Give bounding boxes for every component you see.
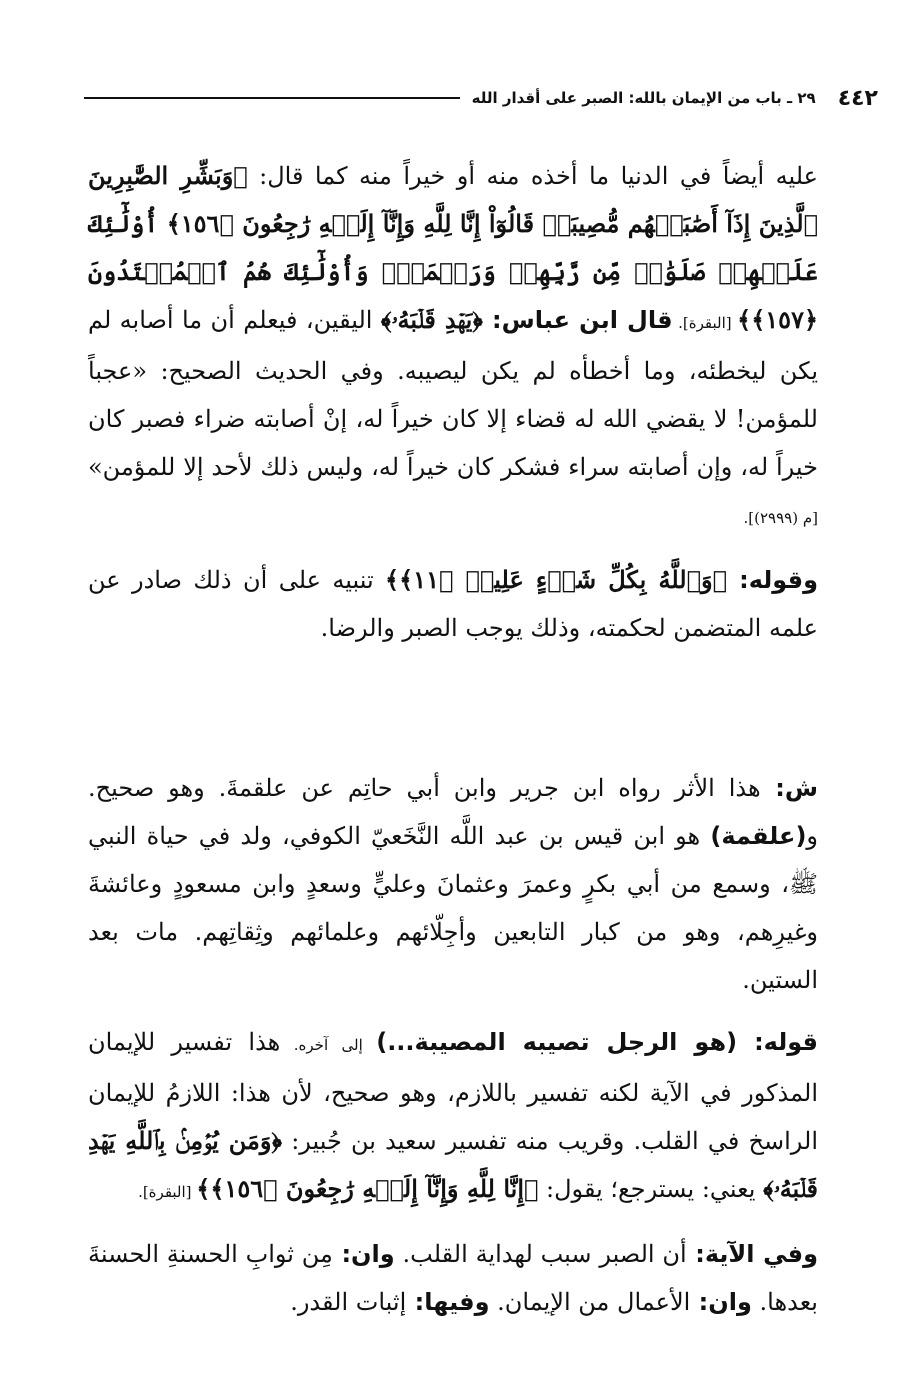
text: إثبات القدر. [290,1288,407,1316]
bold-term: (علقمة) [710,822,807,850]
point-lead: وفيها: [406,1288,490,1316]
ellipsis-note: إلى آخره. [280,1036,377,1054]
hadith-reference: [م (٢٩٩٩)]. [743,509,818,527]
running-header [84,78,878,118]
text: يعني: يسترجع؛ يقول: [538,1175,764,1203]
text: مِن ثوابِ الحسنةِ الحسنةَ بعدها. [88,1240,818,1316]
text: عليه أيضاً في الدنيا ما أخذه منه أو خيراً منه كما قال: [247,162,819,190]
surah-reference: [البقرة]. [138,1183,197,1201]
paragraph-commentary-alqama [88,764,818,1004]
quran-verse: ﴿يَهۡدِ قَلۡبَهُۥ﴾ [380,305,483,334]
paragraph-explanation [88,1018,818,1216]
book-page [88,78,878,1326]
quran-verse: ﴿وَبَشِّرِ الصَّٰبِرِينَ ٱلَّذِينَ إِذَآ أَصَٰبَتۡهُم مُّصِيبَةٞ قَالُوٓاْ إِنَّا لِلَّهِ وَإِنَّآ إِلَيۡهِ رَٰجِعُونَ ﴿١٥٦﴾ أُوْلَٰٓئِكَ عَلَيۡهِمۡ صَلَوَٰتٞ مِّن رَّبِّهِمۡ وَرَحۡمَةٞۖ وَأُوْلَٰٓئِكَ هُمُ ٱلۡمُهۡتَدُونَ ﴿١٥٧﴾﴾ [88,161,819,334]
text: هو ابن قيس بن عبد اللَّه النَّخَعيّ الكوفي، ولد في حياة النبي ﷺ، وسمع من أبي بكرٍ وعمرَ وعثمانَ وعليٍّ وسعدٍ وابن مسعودٍ وعائشةَ وغيرِهم، وهو من كبار التابعين وأجِلّائهم وعلمائهم وثِقاتِهم. مات بعد الستين. [88,822,818,994]
header-rule [84,97,460,99]
paragraph-allah-knows-all [88,556,818,652]
quran-verse: ﴿إِنَّا لِلَّهِ وَإِنَّآ إِلَيۡهِ رَٰجِعُونَ ﴿١٥٦﴾﴾ [196,1174,539,1203]
text: هذا الأثر رواه ابن جرير وابن أبي حاتِم عن علقمةَ. وهو صحيح. و [88,774,818,850]
text: الأعمال من الإيمان. [489,1288,691,1316]
quran-verse: ﴿وَٱللَّهُ بِكُلِّ شَيۡءٍ عَلِيمٞ ﴿١١﴾﴾ [385,565,728,594]
quran-verse: ﴿وَمَن يُؤۡمِنۢ بِٱللَّهِ يَهۡدِ قَلۡبَهُۥ﴾ [88,1126,818,1203]
point-lead: وان: [332,1240,395,1268]
paragraph-lead: وقوله: [727,566,818,594]
ibn-abbas-lead: قال ابن عباس: [482,306,673,334]
surah-reference: [البقرة]. [672,314,738,332]
commentary-lead: ش: [760,774,818,802]
text: تنبيه على أن ذلك صادر عن علمه المتضمن لحكمته، وذلك يوجب الصبر والرضا. [88,566,818,642]
text: هذا تفسير للإيمان المذكور في الآية لكنه تفسير باللازم، وهو صحيح، لأن هذا: اللازمُ للإيمان الراسخ في القلب. وقريب منه تفسير سعيد بن جُبير: [88,1028,818,1155]
paragraph-lead: قوله: [737,1028,819,1056]
chapter-title: ٢٩ ـ باب من الإيمان بالله: الصبر على أقدار الله [471,89,816,107]
text: اليقين، فيعلم أن ما أصابه لم يكن ليخطئه، وما أخطأه لم يكن ليصيبه. وفي الحديث الصحيح: «عجباً للمؤمن! لا يقضي الله له قضاء إلا كان خيراً له، إنْ أصابته ضراء فصبر كان خيراً له، وإن أصابته سراء فشكر كان خيراً له، وليس ذلك لأحد إلا للمؤمن» [88,306,818,481]
paragraph-benefits [88,1230,818,1326]
paragraph-reward-of-patience [88,152,818,542]
point-lead: وان: [690,1288,752,1316]
paragraph-lead: وفي الآية: [686,1240,818,1268]
text: أن الصبر سبب لهداية القلب. [394,1240,687,1268]
page-number: ٤٤٢ [837,85,878,111]
quoted-phrase: (هو الرجل تصيبه المصيبة...) [376,1028,738,1056]
